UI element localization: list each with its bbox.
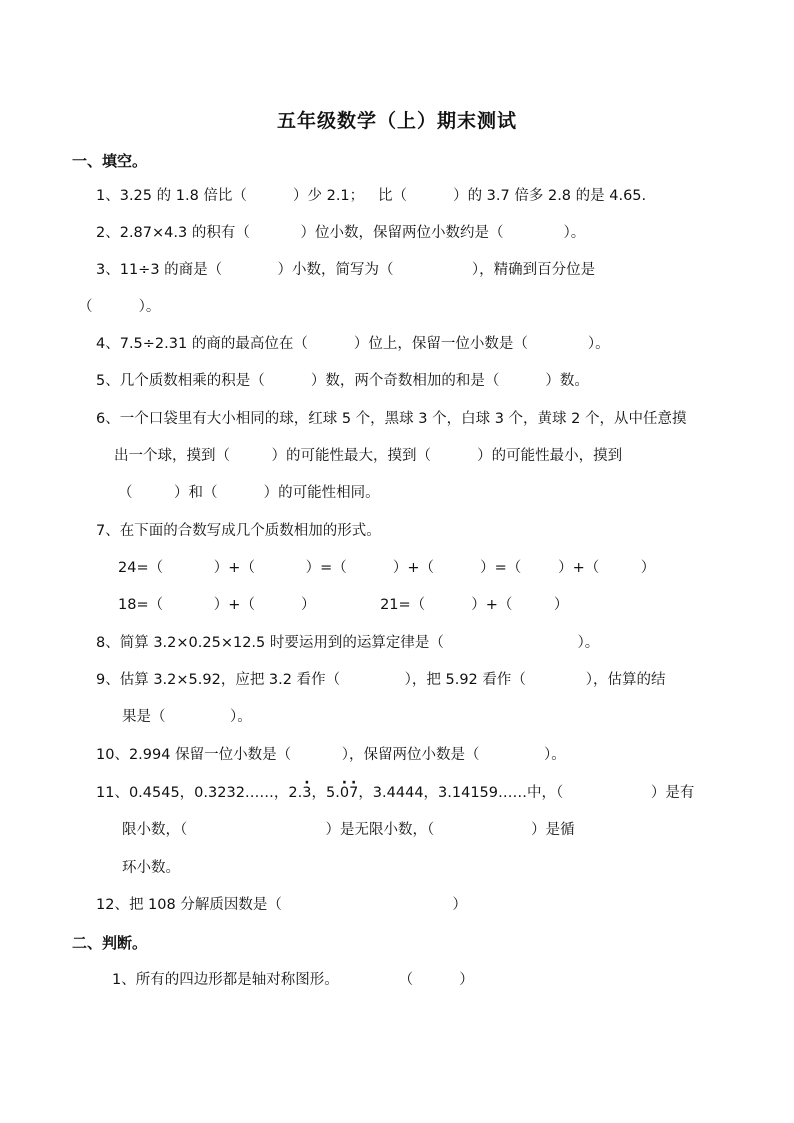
question-9: 9、估算 3.2×5.92，应把 3.2 看作（ ），把 5.92 看作（ ），估算的结	[96, 672, 666, 688]
question-6: 6、一个口袋里有大小相同的球，红球 5 个，黑球 3 个，白球 3 个，黄球 2 个，从中任意摸	[96, 411, 687, 427]
section-judge: 二、判断。	[72, 934, 148, 952]
question-11-middle: ，5.	[311, 785, 340, 801]
question-11-line-2: 限小数，（ ）是无限小数，（ ）是循	[122, 822, 575, 838]
question-11-suffix: ，3.4444，3.14159……中，（ ）是有	[358, 785, 695, 801]
question-11-line-3: 环小数。	[122, 860, 180, 876]
question-7: 7、在下面的合数写成几个质数相加的形式。	[96, 523, 381, 539]
question-1: 1、3.25 的 1.8 倍比（ ）少 2.1； 比（ ）的 3.7 倍多 2.8 的是 4.65.	[96, 188, 647, 204]
repeating-digit-7: · 7	[349, 785, 358, 801]
page-title: 五年级数学（上）期末测试	[276, 110, 517, 132]
question-2: 2、2.87×4.3 的积有（ ）位小数，保留两位小数约是（ ）。	[96, 225, 586, 241]
repeating-digit-0: · 0	[340, 785, 349, 801]
repeating-digit-3: · 3	[302, 785, 311, 801]
question-7-line-24: 24=（ ）+（ ）=（ ）+（ ）=（ ）+（ ）	[118, 560, 656, 576]
question-3-continued: （ ）。	[78, 299, 161, 315]
question-5: 5、几个质数相乘的积是（ ）数，两个奇数相加的和是（ ）数。	[96, 373, 589, 389]
question-9-continued: 果是（ ）。	[122, 709, 252, 725]
question-7-line-18-21: 18=（ ）+（ ） 21=（ ）+（ ）	[118, 597, 569, 613]
question-4: 4、7.5÷2.31 的商的最高位在（ ）位上，保留一位小数是（ ）。	[96, 336, 610, 352]
question-8: 8、简算 3.2×0.25×12.5 时要运用到的运算定律是（ ）。	[96, 635, 600, 651]
question-12: 12、把 108 分解质因数是（ ）	[96, 897, 467, 913]
question-6-line-3: （ ）和（ ）的可能性相同。	[118, 485, 380, 501]
question-11-prefix: 11、0.4545，0.3232……，2.	[96, 785, 303, 801]
question-10: 10、2.994 保留一位小数是（ ），保留两位小数是（ ）。	[96, 747, 566, 763]
question-3: 3、11÷3 的商是（ ）小数，简写为（ ），精确到百分位是	[96, 262, 596, 278]
section-fill-blank: 一、填空。	[72, 152, 148, 170]
question-11	[96, 783, 694, 803]
question-6-line-2: 出一个球，摸到（ ）的可能性最大，摸到（ ）的可能性最小，摸到	[114, 448, 623, 464]
judge-question-1: 1、所有的四边形都是轴对称图形。 （ ）	[112, 972, 474, 988]
